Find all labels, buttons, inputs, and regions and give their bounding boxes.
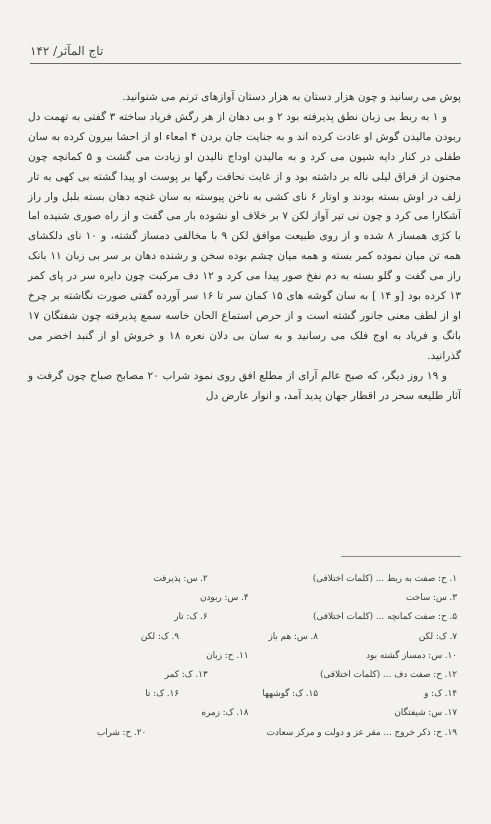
footnote: ۲. س: پذیرفت	[153, 574, 208, 584]
footnote-row	[40, 589, 457, 608]
footnote-row	[40, 570, 457, 589]
footnote: ۱۴. ک: و	[424, 689, 457, 700]
footnote-rule	[341, 556, 461, 557]
footnote: ۶. ک: تار	[174, 612, 208, 623]
footnote-row	[40, 647, 457, 666]
footnote: ۹. ک: لکن	[140, 631, 179, 642]
running-head: تاج المآثر/ ۱۴۲	[30, 44, 104, 58]
footnote: ۱۳. ک: کمر	[164, 670, 208, 681]
footnote: ۱۹. ح: ذکر خروج ... مقر عز و دولت و مرکز سعادت	[266, 727, 457, 738]
footnotes	[40, 570, 457, 743]
footnote: ۱۵. ک: گوشهها	[262, 689, 318, 700]
footnote: ۱۶. ک: تا	[145, 689, 179, 700]
footnote: ۸. س: هم باز	[268, 631, 318, 642]
footnote: ۴. س: ربودن	[200, 593, 249, 604]
body-text	[28, 88, 461, 407]
footnote-row	[40, 666, 457, 685]
header-rule	[30, 63, 461, 64]
paragraph: و ۱۹ روز دیگر، که صبح عالم آرای از مطلع افق روی نمود شراب ۲۰ مصابح صباح چون گرفت و آثار طلیعه سحر در اقطار جهان پدید آمد، و انوار عارض دل	[28, 369, 461, 402]
footnote-row	[40, 724, 457, 743]
footnote: ۱. ح: صفت به ربط ... (کلمات اختلافی)	[312, 574, 457, 584]
footnote: ۱۲. ح: صفت دف ... (کلمات اختلافی)	[320, 670, 457, 681]
footnote: ۲۰. ح: شراب	[96, 727, 147, 738]
paragraph: و ۱ به ربط بی زبان نطق پذیرفته بود ۲ و بی دهان از هر رگش فریاد ساخته ۳ گفتی به تهمت دل ربودن مالیدن گوش او عادت کرده اند و به جنایت جان بردن ۴ امعاء او از احشا بیرون کرده به سان طفلی در کنار دایه شیون می کرد و به مالیدن اوداج نالیدن او زیادت می گشت و ۵ کمانچه چون مجنون از فراق لیلی ناله بر داشته بود و از غایت نحافت رگها بر پوست او پیدا گشته بی کهی به تار زلف در اوش بسته بودند و اوتار ۶ نای کشی به ناخن پیوسته به سان غنچه دهان بسته بلبل وار راز آشکارا می کرد و چون نی تیر آواز لکن ۷ بر خلاف او نشوده بار می گفت و از راه صوری شنیده اما با کژی همساز ۸ شده و از روی طبیعت موافق لکن ۹ با مخالفی دمساز گشته، و ۱۰ نای دلکشای همه تن میان نموده کمر بسته و همه میان چشم بوده سخن و رشنده دهان بر سر بی زبان ۱۱ بانک راز می گفت و گلو بسته به دم نفخ صور پیدا می کرد و ۱۲ دف مرکبت چون دایره سر در پای کمر ۱۳ کرده بود [و ۱۴ ] به سان گوشه های ۱۵ کمان سر تا ۱۶ سر آورده گفتی صورت نگاشته بر چرخ او از لطف معنی جانور گشته است و از حرص استماع الحان خاسه سمع پذیرفته چون شفتگان ۱۷ بانگ و فریاد به اوج فلک می رسانید و به سان بی دلان نعره ۱۸ و خروش او از گنبد اخضر می گذرانید.	[28, 110, 462, 362]
footnote-row	[40, 704, 457, 723]
footnote-row	[40, 608, 457, 627]
footnote: ۱۱. ح: زبان	[206, 650, 249, 661]
footnote: ۱۸. ک: زمره	[201, 708, 249, 719]
footnote: ۱۷. س: شیفتگان	[394, 708, 457, 719]
footnote: ۵. ح: صفت کمانچه ... (کلمات اختلافی)	[312, 612, 457, 623]
footnote-row	[40, 628, 457, 647]
footnote: ۱۰. س: دمساز گشته بود	[366, 650, 457, 661]
footnote: ۷. ک: لکن	[418, 631, 457, 642]
footnote: ۳. س: ساخت	[406, 593, 457, 604]
paragraph: پوش می رسانید و چون هزار دستان به هزار دستان آوازهای ترنم می شنوانید.	[122, 91, 461, 103]
footnote-row	[40, 685, 457, 704]
